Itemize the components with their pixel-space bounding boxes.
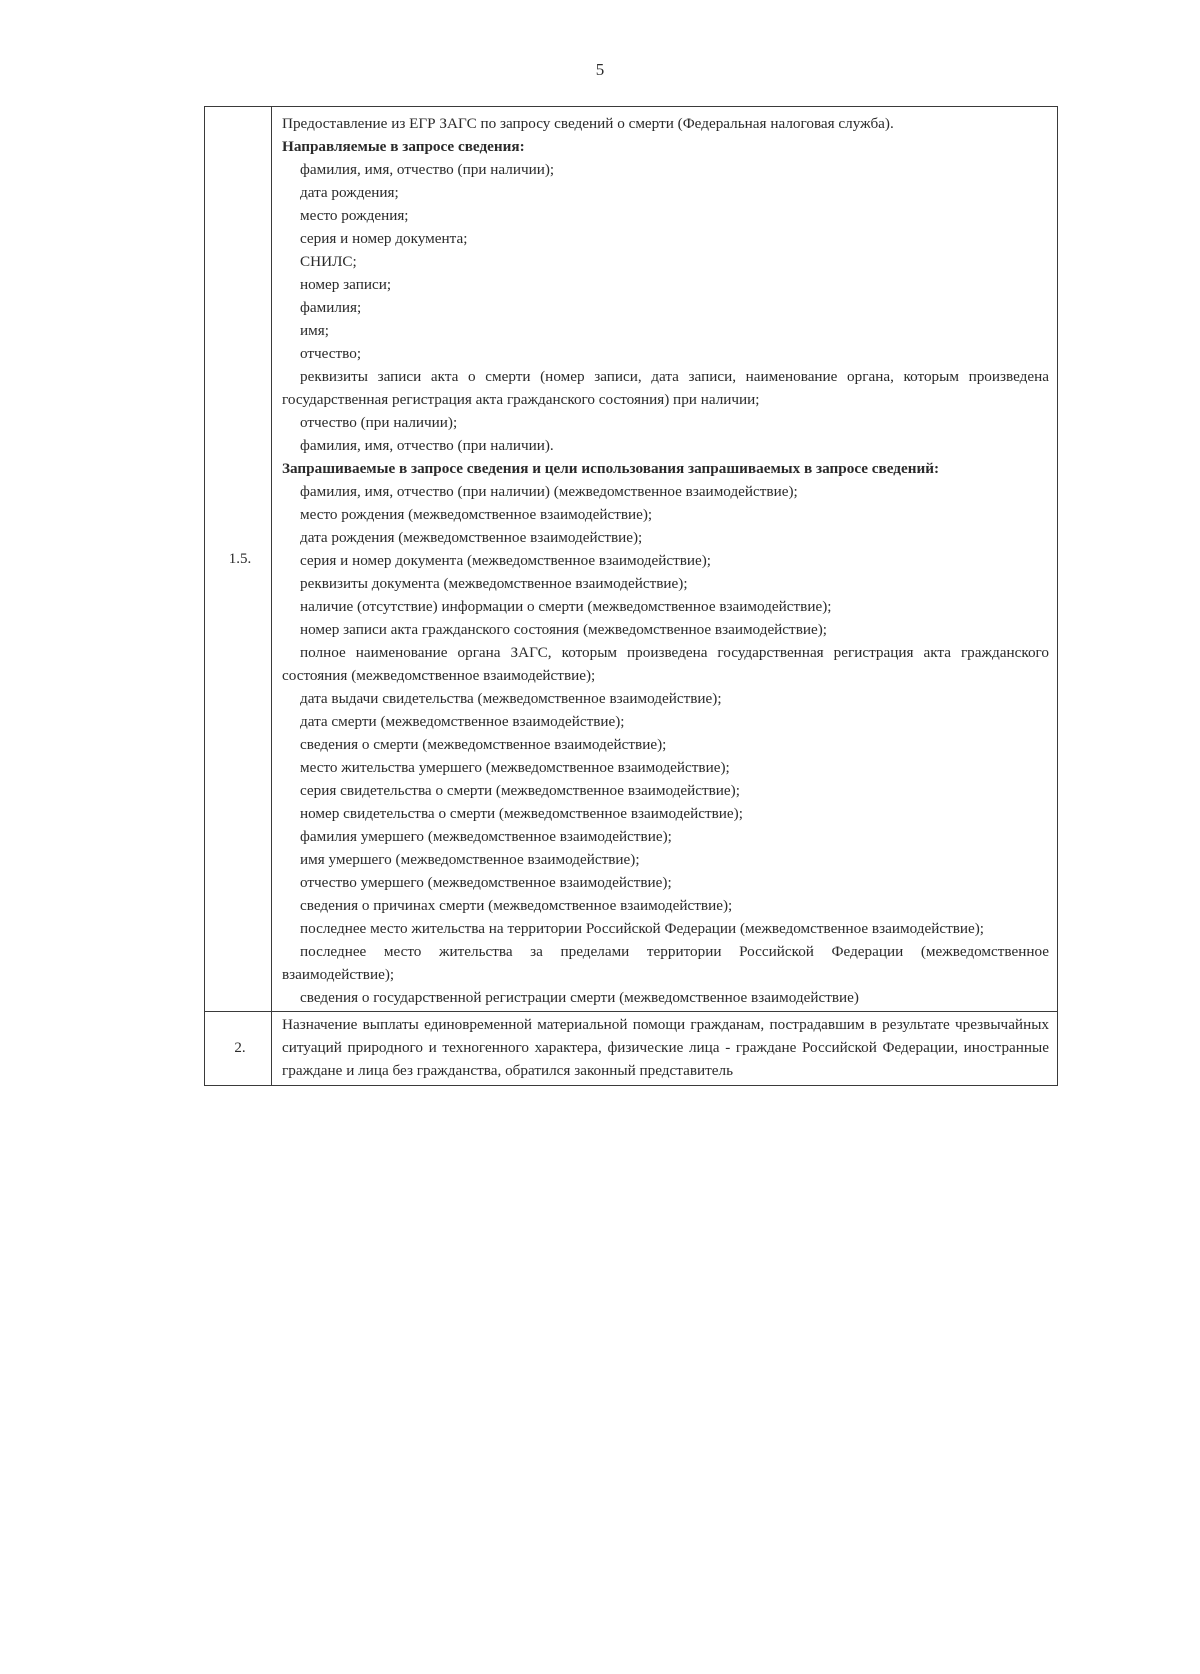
row-number-cell <box>205 1012 272 1086</box>
list-item: место рождения; <box>300 207 409 224</box>
row-content-cell <box>272 107 1058 1012</box>
services-table <box>204 106 1058 1086</box>
sent-fields-heading: Направляемые в запросе сведения: <box>282 138 525 155</box>
row-number: 2. <box>234 1040 246 1056</box>
list-item: место рождения (межведомственное взаимодействие); <box>300 506 653 523</box>
list-item: место жительства умершего (межведомственное взаимодействие); <box>300 759 730 776</box>
list-item: номер записи; <box>300 276 392 293</box>
table-row <box>205 107 1058 1012</box>
sent-fields-list <box>282 158 1049 457</box>
list-item: отчество (при наличии); <box>300 414 458 431</box>
list-item: реквизиты документа (межведомственное взаимодействие); <box>300 575 688 592</box>
requested-fields-heading: Запрашиваемые в запросе сведения и цели использования запрашиваемых в запросе сведений: <box>282 460 940 477</box>
list-item: дата выдачи свидетельства (межведомственное взаимодействие); <box>300 690 722 707</box>
requested-fields-list <box>282 480 1049 1009</box>
list-item: имя; <box>300 322 329 339</box>
row-content-cell <box>272 1012 1058 1086</box>
row-number-cell <box>205 107 272 1012</box>
list-item: отчество; <box>300 345 362 362</box>
list-item: наличие (отсутствие) информации о смерти (межведомственное взаимодействие); <box>300 598 832 615</box>
list-item: дата рождения (межведомственное взаимодействие); <box>300 529 643 546</box>
list-item: дата смерти (межведомственное взаимодействие); <box>300 713 625 730</box>
list-item: сведения о причинах смерти (межведомственное взаимодействие); <box>300 897 733 914</box>
list-item: фамилия, имя, отчество (при наличии); <box>300 161 555 178</box>
list-item: СНИЛС; <box>300 253 357 270</box>
list-item: номер записи акта гражданского состояния (межведомственное взаимодействие); <box>300 621 828 638</box>
list-item: сведения о смерти (межведомственное взаимодействие); <box>300 736 667 753</box>
list-item: серия свидетельства о смерти (межведомственное взаимодействие); <box>300 782 740 799</box>
table-row <box>205 1012 1058 1086</box>
list-item: реквизиты записи акта о смерти (номер записи, дата записи, наименование органа, которым произведена государственная регистрация акта гражданского состояния) при наличии; <box>282 368 1049 408</box>
list-item: фамилия умершего (межведомственное взаимодействие); <box>300 828 672 845</box>
service-description: Назначение выплаты единовременной материальной помощи гражданам, пострадавшим в результате чрезвычайных ситуаций природного и техногенного характера, физические лица - граждане Российской Федерации, иностранные граждане и лица без гражданства, обратился законный представитель <box>282 1016 1049 1079</box>
page-number: 5 <box>595 60 605 79</box>
list-item: последнее место жительства на территории Российской Федерации (межведомственное взаимодействие); <box>300 920 985 937</box>
list-item: фамилия; <box>300 299 362 316</box>
list-item: последнее место жительства за пределами территории Российской Федерации (межведомственное взаимодействие); <box>282 943 1049 983</box>
list-item: номер свидетельства о смерти (межведомственное взаимодействие); <box>300 805 743 822</box>
list-item: полное наименование органа ЗАГС, которым произведена государственная регистрация акта гражданского состояния (межведомственное взаимодействие); <box>282 644 1049 684</box>
list-item: фамилия, имя, отчество (при наличии) (межведомственное взаимодействие); <box>300 483 798 500</box>
list-item: фамилия, имя, отчество (при наличии). <box>300 437 554 454</box>
list-item: дата рождения; <box>300 184 399 201</box>
row-number: 1.5. <box>228 550 252 567</box>
service-title: Предоставление из ЕГР ЗАГС по запросу сведений о смерти (Федеральная налоговая служба). <box>282 115 894 132</box>
list-item: имя умершего (межведомственное взаимодействие); <box>300 851 640 868</box>
list-item: отчество умершего (межведомственное взаимодействие); <box>300 874 672 891</box>
list-item: сведения о государственной регистрации смерти (межведомственное взаимодействие) <box>300 989 859 1006</box>
list-item: серия и номер документа; <box>300 230 468 247</box>
list-item: серия и номер документа (межведомственное взаимодействие); <box>300 552 712 569</box>
